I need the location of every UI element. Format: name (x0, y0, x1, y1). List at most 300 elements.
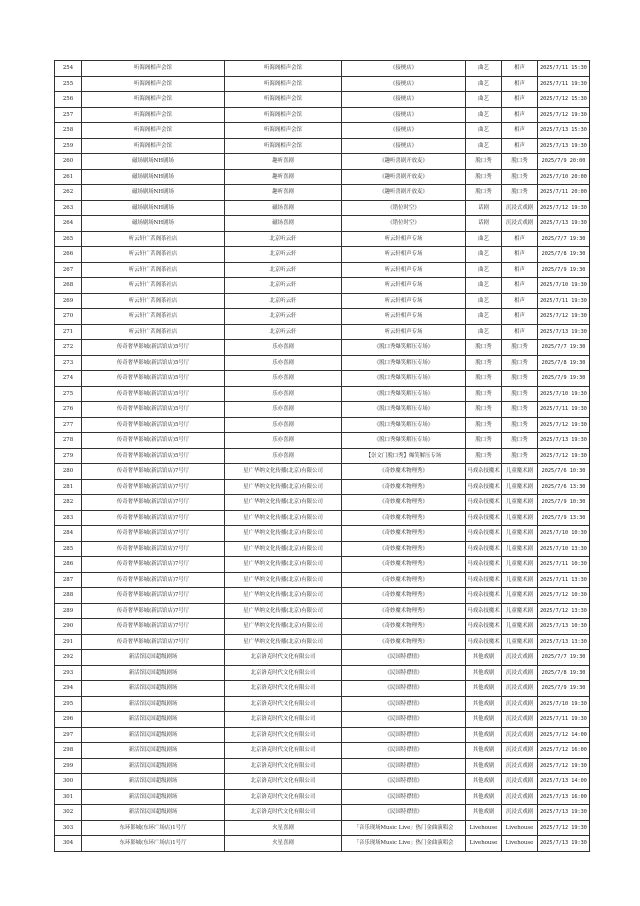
venue-cell: 传奇奢华影城(新活馆店)7号厅 (82, 588, 225, 604)
organizer-cell: 乐亦喜剧 (225, 417, 342, 433)
subcategory-cell: 沉浸式戏剧 (502, 789, 538, 805)
subcategory-cell: 沉浸式戏剧 (502, 774, 538, 790)
show-title-cell: 《接梗店》 (342, 138, 466, 154)
organizer-cell: 星广华纳文化传播(北京)有限公司 (225, 479, 342, 495)
show-title-cell: 《民国特襟情》 (342, 789, 466, 805)
organizer-cell: 趣听喜剧 (225, 154, 342, 170)
show-title-cell: 《脱口秀爆笑解压专场》 (342, 386, 466, 402)
organizer-cell: 听海阁相声会馆 (225, 92, 342, 108)
table-row (55, 464, 590, 480)
table-row (55, 727, 590, 743)
category-cell: 脱口秀 (466, 340, 502, 356)
show-title-cell: 《脱口秀爆笑解压专场》 (342, 340, 466, 356)
venue-cell: 传奇奢华影城(新活馆店)7号厅 (82, 526, 225, 542)
show-title-cell: 《错位时空》 (342, 200, 466, 216)
organizer-cell: 北京洛克时代文化有限公司 (225, 681, 342, 697)
time-cell: 2025/7/11 10:30 (538, 557, 590, 573)
organizer-cell: 北京洛克时代文化有限公司 (225, 743, 342, 759)
show-title-cell: 《民国特襟情》 (342, 665, 466, 681)
organizer-cell: 火星喜剧 (225, 820, 342, 836)
category-cell: 脱口秀 (466, 448, 502, 464)
organizer-cell: 星广华纳文化传播(北京)有限公司 (225, 510, 342, 526)
time-cell: 2025/7/10 13:30 (538, 541, 590, 557)
subcategory-cell: 相声 (502, 293, 538, 309)
subcategory-cell: 脱口秀 (502, 371, 538, 387)
venue-cell: 听云轩广茗阁茶社店 (82, 262, 225, 278)
category-cell: 其他戏剧 (466, 743, 502, 759)
table-row (55, 572, 590, 588)
subcategory-cell: 儿童魔术剧 (502, 526, 538, 542)
time-cell: 2025/7/6 10:30 (538, 464, 590, 480)
category-cell: 马戏杂技魔术 (466, 588, 502, 604)
venue-cell: 新活馆民国超级剧场 (82, 712, 225, 728)
subcategory-cell: 儿童魔术剧 (502, 588, 538, 604)
time-cell: 2025/7/12 19:30 (538, 820, 590, 836)
row-number: 273 (55, 355, 82, 371)
category-cell: 脱口秀 (466, 433, 502, 449)
show-title-cell: 《民国特襟情》 (342, 774, 466, 790)
time-cell: 2025/7/12 19:30 (538, 448, 590, 464)
table-row (55, 262, 590, 278)
organizer-cell: 北京听云轩 (225, 247, 342, 263)
organizer-cell: 北京听云轩 (225, 293, 342, 309)
subcategory-cell: 脱口秀 (502, 386, 538, 402)
time-cell: 2025/7/13 19:30 (538, 216, 590, 232)
show-title-cell: 《脱口秀爆笑解压专场》 (342, 355, 466, 371)
venue-cell: 新活馆民国超级剧场 (82, 681, 225, 697)
time-cell: 2025/7/13 14:00 (538, 774, 590, 790)
table-row (55, 417, 590, 433)
table-row (55, 278, 590, 294)
organizer-cell: 北京听云轩 (225, 262, 342, 278)
row-number: 286 (55, 557, 82, 573)
time-cell: 2025/7/9 10:30 (538, 495, 590, 511)
time-cell: 2025/7/13 10:30 (538, 619, 590, 635)
time-cell: 2025/7/13 19:30 (538, 324, 590, 340)
table-row (55, 61, 590, 77)
time-cell: 2025/7/12 19:30 (538, 107, 590, 123)
organizer-cell: 星广华纳文化传播(北京)有限公司 (225, 557, 342, 573)
category-cell: 其他戏剧 (466, 789, 502, 805)
organizer-cell: 磁场喜剧 (225, 200, 342, 216)
table-row (55, 665, 590, 681)
category-cell: Livehouse (466, 820, 502, 836)
row-number: 266 (55, 247, 82, 263)
show-title-cell: 《趣听喜剧开放麦》 (342, 154, 466, 170)
organizer-cell: 趣听喜剧 (225, 185, 342, 201)
table-row (55, 293, 590, 309)
time-cell: 2025/7/11 19:30 (538, 712, 590, 728)
show-title-cell: 《接梗店》 (342, 61, 466, 77)
organizer-cell: 磁场喜剧 (225, 216, 342, 232)
subcategory-cell: 儿童魔术剧 (502, 603, 538, 619)
table-row (55, 557, 590, 573)
show-title-cell: 《民国特襟情》 (342, 727, 466, 743)
venue-cell: 新活馆民国超级剧场 (82, 696, 225, 712)
time-cell: 2025/7/11 20:00 (538, 185, 590, 201)
table-row (55, 541, 590, 557)
row-number: 269 (55, 293, 82, 309)
table-row (55, 805, 590, 821)
organizer-cell: 北京洛克时代文化有限公司 (225, 712, 342, 728)
row-number: 276 (55, 402, 82, 418)
row-number: 303 (55, 820, 82, 836)
organizer-cell: 北京洛克时代文化有限公司 (225, 805, 342, 821)
subcategory-cell: 脱口秀 (502, 169, 538, 185)
row-number: 304 (55, 836, 82, 852)
venue-cell: 听海阁相声会馆 (82, 123, 225, 139)
venue-cell: 东环影城(东环广场店)1号厅 (82, 836, 225, 852)
show-title-cell: 听云轩相声专场 (342, 278, 466, 294)
show-title-cell: 《接梗店》 (342, 92, 466, 108)
venue-cell: 听海阁相声会馆 (82, 138, 225, 154)
category-cell: 脱口秀 (466, 154, 502, 170)
show-title-cell: 《接梗店》 (342, 76, 466, 92)
row-number: 254 (55, 61, 82, 77)
row-number: 298 (55, 743, 82, 759)
table-row (55, 247, 590, 263)
time-cell: 2025/7/10 10:30 (538, 526, 590, 542)
row-number: 284 (55, 526, 82, 542)
show-title-cell: 《奇妙魔术物理秀》 (342, 541, 466, 557)
time-cell: 2025/7/8 19:30 (538, 665, 590, 681)
category-cell: 马戏杂技魔术 (466, 464, 502, 480)
venue-cell: 磁场剧场NH剧场 (82, 169, 225, 185)
time-cell: 2025/7/12 19:30 (538, 309, 590, 325)
time-cell: 2025/7/7 19:30 (538, 231, 590, 247)
venue-cell: 新活馆民国超级剧场 (82, 758, 225, 774)
subcategory-cell: 相声 (502, 278, 538, 294)
organizer-cell: 北京洛克时代文化有限公司 (225, 758, 342, 774)
subcategory-cell: 相声 (502, 138, 538, 154)
subcategory-cell: 脱口秀 (502, 340, 538, 356)
subcategory-cell: 相声 (502, 247, 538, 263)
subcategory-cell: 沉浸式戏剧 (502, 743, 538, 759)
schedule-table-body (55, 61, 590, 852)
subcategory-cell: 儿童魔术剧 (502, 634, 538, 650)
subcategory-cell: 沉浸式戏剧 (502, 712, 538, 728)
show-title-cell: 听云轩相声专场 (342, 247, 466, 263)
subcategory-cell: Livehouse (502, 836, 538, 852)
table-row (55, 495, 590, 511)
venue-cell: 磁场剧场NH剧场 (82, 200, 225, 216)
show-title-cell: 《奇妙魔术物理秀》 (342, 479, 466, 495)
time-cell: 2025/7/9 19:30 (538, 681, 590, 697)
table-row (55, 216, 590, 232)
subcategory-cell: 脱口秀 (502, 154, 538, 170)
time-cell: 2025/7/12 14:00 (538, 727, 590, 743)
organizer-cell: 乐亦喜剧 (225, 355, 342, 371)
category-cell: 曲艺 (466, 92, 502, 108)
category-cell: 曲艺 (466, 76, 502, 92)
subcategory-cell: 相声 (502, 324, 538, 340)
category-cell: 曲艺 (466, 324, 502, 340)
row-number: 287 (55, 572, 82, 588)
category-cell: 脱口秀 (466, 371, 502, 387)
category-cell: 马戏杂技魔术 (466, 557, 502, 573)
subcategory-cell: 儿童魔术剧 (502, 479, 538, 495)
row-number: 281 (55, 479, 82, 495)
category-cell: 其他戏剧 (466, 805, 502, 821)
category-cell: 曲艺 (466, 262, 502, 278)
row-number: 302 (55, 805, 82, 821)
category-cell: 曲艺 (466, 138, 502, 154)
row-number: 271 (55, 324, 82, 340)
venue-cell: 传奇奢华影城(新活馆店)7号厅 (82, 510, 225, 526)
organizer-cell: 北京洛克时代文化有限公司 (225, 650, 342, 666)
table-row (55, 138, 590, 154)
show-title-cell: 听云轩相声专场 (342, 309, 466, 325)
row-number: 297 (55, 727, 82, 743)
subcategory-cell: 儿童魔术剧 (502, 510, 538, 526)
subcategory-cell: 相声 (502, 76, 538, 92)
row-number: 257 (55, 107, 82, 123)
venue-cell: 传奇奢华影城(新活馆店)7号厅 (82, 619, 225, 635)
organizer-cell: 北京听云轩 (225, 278, 342, 294)
row-number: 278 (55, 433, 82, 449)
show-title-cell: 《奇妙魔术物理秀》 (342, 634, 466, 650)
row-number: 277 (55, 417, 82, 433)
show-title-cell: 听云轩相声专场 (342, 262, 466, 278)
category-cell: 曲艺 (466, 293, 502, 309)
table-row (55, 433, 590, 449)
category-cell: 马戏杂技魔术 (466, 603, 502, 619)
table-row (55, 185, 590, 201)
category-cell: 话剧 (466, 216, 502, 232)
table-row (55, 340, 590, 356)
table-row (55, 681, 590, 697)
subcategory-cell: 相声 (502, 61, 538, 77)
row-number: 301 (55, 789, 82, 805)
subcategory-cell: 脱口秀 (502, 402, 538, 418)
venue-cell: 听海阁相声会馆 (82, 76, 225, 92)
category-cell: 脱口秀 (466, 402, 502, 418)
category-cell: 马戏杂技魔术 (466, 619, 502, 635)
subcategory-cell: 儿童魔术剧 (502, 572, 538, 588)
subcategory-cell: 沉浸式戏剧 (502, 727, 538, 743)
venue-cell: 传奇奢华影城(新活馆店)7号厅 (82, 541, 225, 557)
row-number: 260 (55, 154, 82, 170)
category-cell: 话剧 (466, 200, 502, 216)
table-row (55, 386, 590, 402)
venue-cell: 听云轩广茗阁茶社店 (82, 231, 225, 247)
venue-cell: 传奇奢华影城(新活馆店)5号厅 (82, 340, 225, 356)
category-cell: 马戏杂技魔术 (466, 510, 502, 526)
row-number: 280 (55, 464, 82, 480)
category-cell: 其他戏剧 (466, 696, 502, 712)
venue-cell: 传奇奢华影城(新活馆店)7号厅 (82, 557, 225, 573)
show-title-cell: 《趣听喜剧开放麦》 (342, 185, 466, 201)
subcategory-cell: 儿童魔术剧 (502, 557, 538, 573)
venue-cell: 新活馆民国超级剧场 (82, 789, 225, 805)
organizer-cell: 星广华纳文化传播(北京)有限公司 (225, 495, 342, 511)
organizer-cell: 听海阁相声会馆 (225, 138, 342, 154)
row-number: 264 (55, 216, 82, 232)
row-number: 263 (55, 200, 82, 216)
organizer-cell: 听海阁相声会馆 (225, 123, 342, 139)
time-cell: 2025/7/11 15:30 (538, 61, 590, 77)
time-cell: 2025/7/12 10:30 (538, 588, 590, 604)
subcategory-cell: 脱口秀 (502, 185, 538, 201)
row-number: 259 (55, 138, 82, 154)
row-number: 261 (55, 169, 82, 185)
venue-cell: 东环影城(东环广场店)1号厅 (82, 820, 225, 836)
organizer-cell: 乐亦喜剧 (225, 386, 342, 402)
category-cell: 其他戏剧 (466, 758, 502, 774)
show-title-cell: 《脱口秀爆笑解压专场》 (342, 402, 466, 418)
organizer-cell: 北京洛克时代文化有限公司 (225, 665, 342, 681)
category-cell: 脱口秀 (466, 355, 502, 371)
venue-cell: 听云轩广茗阁茶社店 (82, 247, 225, 263)
show-title-cell: 《民国特襟情》 (342, 712, 466, 728)
category-cell: Livehouse (466, 836, 502, 852)
time-cell: 2025/7/13 13:30 (538, 634, 590, 650)
time-cell: 2025/7/10 19:30 (538, 278, 590, 294)
subcategory-cell: 相声 (502, 107, 538, 123)
show-title-cell: 听云轩相声专场 (342, 293, 466, 309)
subcategory-cell: 沉浸式戏剧 (502, 681, 538, 697)
category-cell: 其他戏剧 (466, 665, 502, 681)
row-number: 296 (55, 712, 82, 728)
venue-cell: 传奇奢华影城(新活馆店)7号厅 (82, 495, 225, 511)
subcategory-cell: 脱口秀 (502, 417, 538, 433)
time-cell: 2025/7/7 19:30 (538, 650, 590, 666)
time-cell: 2025/7/12 19:30 (538, 417, 590, 433)
subcategory-cell: 沉浸式戏剧 (502, 805, 538, 821)
table-row (55, 603, 590, 619)
category-cell: 曲艺 (466, 107, 502, 123)
time-cell: 2025/7/9 20:00 (538, 154, 590, 170)
show-title-cell: 《民国特襟情》 (342, 696, 466, 712)
venue-cell: 传奇奢华影城(新活馆店)5号厅 (82, 386, 225, 402)
row-number: 255 (55, 76, 82, 92)
time-cell: 2025/7/12 13:30 (538, 603, 590, 619)
row-number: 288 (55, 588, 82, 604)
show-title-cell: 《民国特襟情》 (342, 650, 466, 666)
row-number: 270 (55, 309, 82, 325)
category-cell: 马戏杂技魔术 (466, 526, 502, 542)
venue-cell: 听云轩广茗阁茶社店 (82, 324, 225, 340)
category-cell: 马戏杂技魔术 (466, 634, 502, 650)
table-row (55, 154, 590, 170)
show-title-cell: 《奇妙魔术物理秀》 (342, 603, 466, 619)
venue-cell: 新活馆民国超级剧场 (82, 774, 225, 790)
time-cell: 2025/7/9 19:30 (538, 371, 590, 387)
category-cell: 曲艺 (466, 123, 502, 139)
show-title-cell: 《民国特襟情》 (342, 758, 466, 774)
row-number: 299 (55, 758, 82, 774)
category-cell: 脱口秀 (466, 386, 502, 402)
time-cell: 2025/7/13 19:30 (538, 433, 590, 449)
row-number: 256 (55, 92, 82, 108)
organizer-cell: 火星喜剧 (225, 836, 342, 852)
organizer-cell: 北京听云轩 (225, 231, 342, 247)
table-row (55, 712, 590, 728)
subcategory-cell: 脱口秀 (502, 355, 538, 371)
time-cell: 2025/7/13 19:30 (538, 138, 590, 154)
organizer-cell: 乐亦喜剧 (225, 371, 342, 387)
show-title-cell: 《脱口秀爆笑解压专场》 (342, 433, 466, 449)
row-number: 291 (55, 634, 82, 650)
time-cell: 2025/7/10 19:30 (538, 386, 590, 402)
venue-cell: 传奇奢华影城(新活馆店)5号厅 (82, 433, 225, 449)
show-title-cell: 《奇妙魔术物理秀》 (342, 495, 466, 511)
organizer-cell: 星广华纳文化传播(北京)有限公司 (225, 619, 342, 635)
show-title-cell: 《接梗店》 (342, 123, 466, 139)
time-cell: 2025/7/9 19:30 (538, 262, 590, 278)
table-row (55, 820, 590, 836)
time-cell: 2025/7/12 15:30 (538, 92, 590, 108)
time-cell: 2025/7/10 20:00 (538, 169, 590, 185)
time-cell: 2025/7/11 13:30 (538, 572, 590, 588)
venue-cell: 听海阁相声会馆 (82, 107, 225, 123)
organizer-cell: 听海阁相声会馆 (225, 107, 342, 123)
table-row (55, 402, 590, 418)
table-row (55, 634, 590, 650)
show-title-cell: 听云轩相声专场 (342, 324, 466, 340)
row-number: 294 (55, 681, 82, 697)
organizer-cell: 乐亦喜剧 (225, 433, 342, 449)
show-title-cell: 《趣听喜剧开放麦》 (342, 169, 466, 185)
show-title-cell: 《错位时空》 (342, 216, 466, 232)
subcategory-cell: 相声 (502, 92, 538, 108)
row-number: 274 (55, 371, 82, 387)
category-cell: 马戏杂技魔术 (466, 572, 502, 588)
subcategory-cell: 相声 (502, 262, 538, 278)
row-number: 272 (55, 340, 82, 356)
time-cell: 2025/7/13 19:30 (538, 836, 590, 852)
subcategory-cell: 儿童魔术剧 (502, 619, 538, 635)
time-cell: 2025/7/12 19:30 (538, 758, 590, 774)
venue-cell: 听云轩广茗阁茶社店 (82, 293, 225, 309)
show-title-cell: 《民国特襟情》 (342, 805, 466, 821)
time-cell: 2025/7/13 16:00 (538, 789, 590, 805)
category-cell: 其他戏剧 (466, 650, 502, 666)
subcategory-cell: 儿童魔术剧 (502, 464, 538, 480)
row-number: 282 (55, 495, 82, 511)
organizer-cell: 乐亦喜剧 (225, 448, 342, 464)
show-title-cell: 「音乐现场Music Live」热门金曲演唱会 (342, 820, 466, 836)
schedule-table (54, 60, 590, 852)
time-cell: 2025/7/11 19:30 (538, 76, 590, 92)
table-row (55, 107, 590, 123)
subcategory-cell: 脱口秀 (502, 448, 538, 464)
row-number: 292 (55, 650, 82, 666)
venue-cell: 传奇奢华影城(新活馆店)7号厅 (82, 464, 225, 480)
row-number: 267 (55, 262, 82, 278)
show-title-cell: 《奇妙魔术物理秀》 (342, 464, 466, 480)
subcategory-cell: 儿童魔术剧 (502, 495, 538, 511)
venue-cell: 传奇奢华影城(新活馆店)5号厅 (82, 371, 225, 387)
venue-cell: 传奇奢华影城(新活馆店)5号厅 (82, 448, 225, 464)
show-title-cell: 《奇妙魔术物理秀》 (342, 588, 466, 604)
category-cell: 其他戏剧 (466, 681, 502, 697)
venue-cell: 磁场剧场NH剧场 (82, 154, 225, 170)
category-cell: 其他戏剧 (466, 727, 502, 743)
table-row (55, 123, 590, 139)
venue-cell: 听云轩广茗阁茶社店 (82, 278, 225, 294)
venue-cell: 新活馆民国超级剧场 (82, 743, 225, 759)
show-title-cell: 《奇妙魔术物理秀》 (342, 526, 466, 542)
category-cell: 曲艺 (466, 309, 502, 325)
table-row (55, 510, 590, 526)
time-cell: 2025/7/12 19:30 (538, 200, 590, 216)
time-cell: 2025/7/11 19:30 (538, 293, 590, 309)
subcategory-cell: 相声 (502, 231, 538, 247)
time-cell: 2025/7/10 19:30 (538, 696, 590, 712)
table-row (55, 774, 590, 790)
venue-cell: 听云轩广茗阁茶社店 (82, 309, 225, 325)
